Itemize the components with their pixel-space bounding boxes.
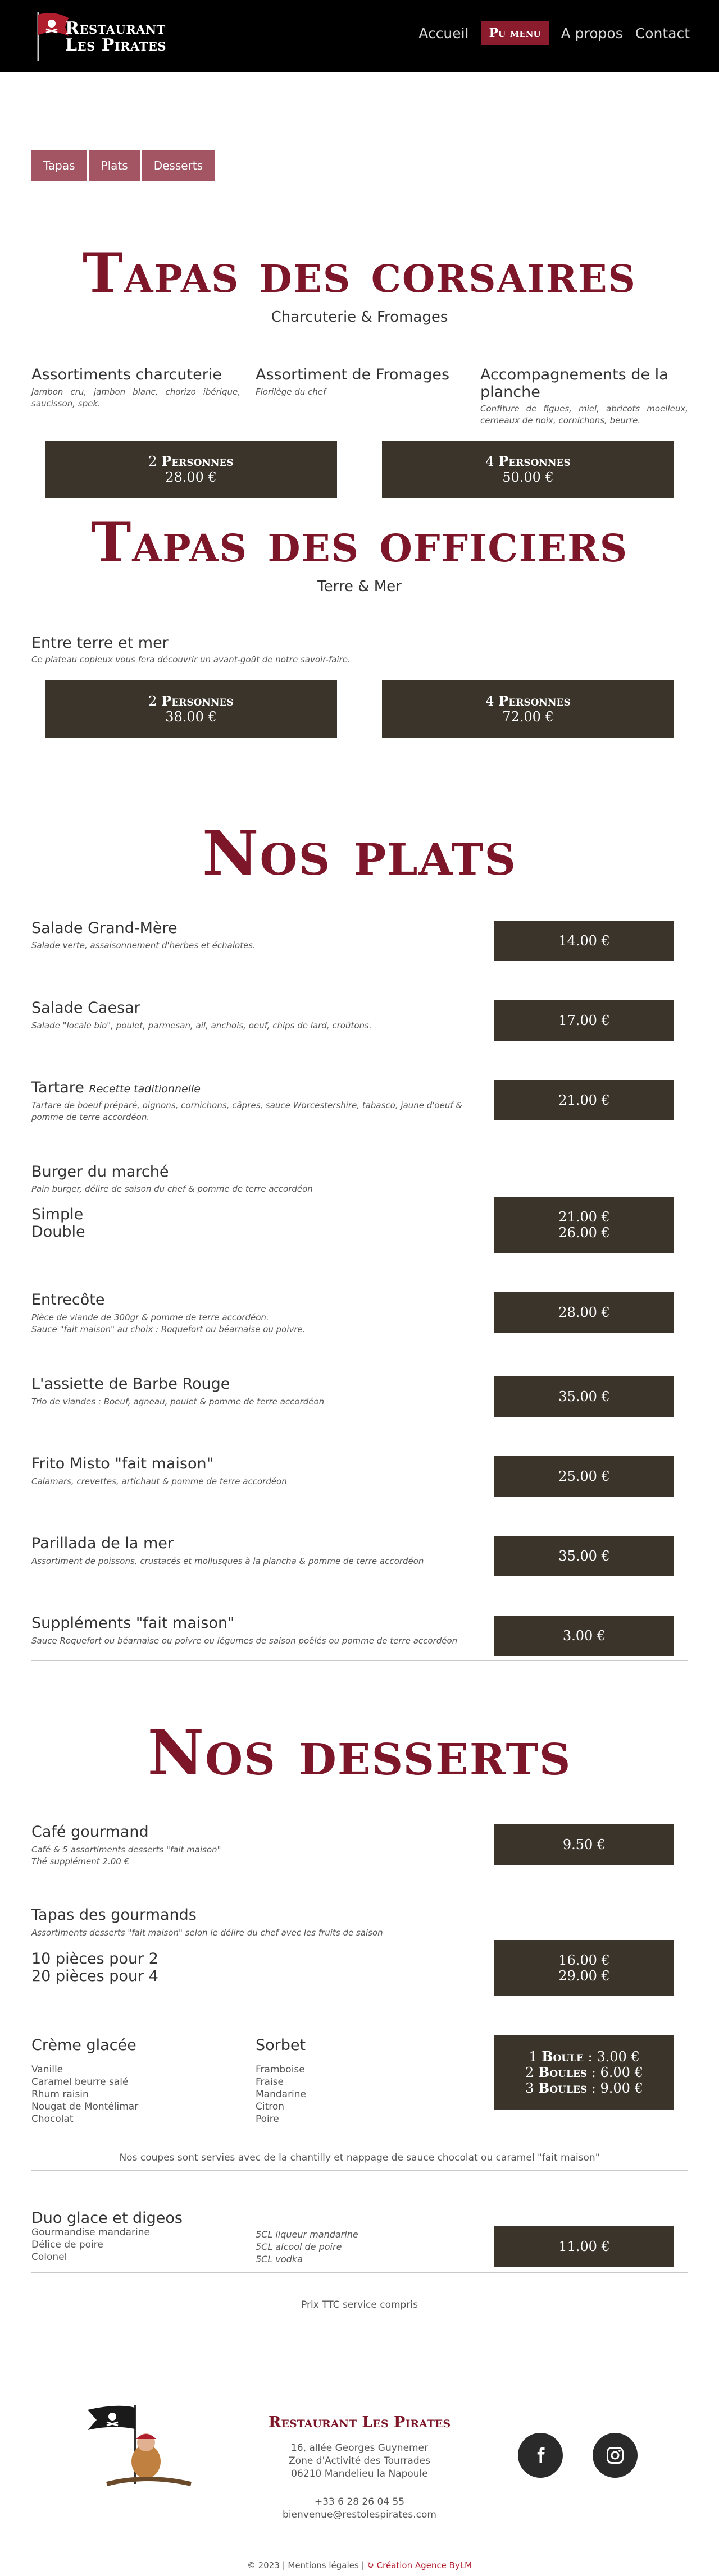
footer-address-line: 06210 Mandelieu la Napoule — [291, 2468, 428, 2479]
boule-num: 3 — [525, 2080, 534, 2096]
plat-tartare-price — [494, 1080, 674, 1120]
tab-desserts[interactable]: Desserts — [142, 150, 215, 181]
fromages-title: Assortiment de Fromages — [256, 366, 450, 383]
corsaires-num-4: 4 — [485, 454, 494, 469]
plat-barberouge-title: L'assiette de Barbe Rouge — [31, 1375, 230, 1393]
boule-num: 1 — [529, 2049, 538, 2065]
plat-grandmere-desc: Salade verte, assaisonnement d'herbes et échalotes. — [31, 940, 256, 950]
glace-flavor: Vanille — [31, 2064, 63, 2075]
charcuterie-title: Assortiments charcuterie — [31, 366, 222, 383]
plat-fritomisto-amount: 25.00 € — [558, 1468, 610, 1484]
officiers-amount-2: 38.00 € — [165, 709, 217, 725]
nav-contact[interactable]: Contact — [635, 25, 690, 42]
nav-links — [418, 21, 690, 45]
boule-price: : 3.00 € — [588, 2049, 640, 2065]
footer-phone[interactable]: +33 6 28 26 04 55 — [314, 2496, 405, 2508]
plat-burger-title: Burger du marché — [31, 1163, 169, 1181]
plat-grandmere-amount: 14.00 € — [558, 933, 610, 949]
footer-contact — [213, 2496, 506, 2522]
duo-item: Délice de poire — [31, 2239, 103, 2250]
plat-caesar-amount: 17.00 € — [558, 1013, 610, 1028]
plat-grandmere-title: Salade Grand-Mère — [31, 919, 178, 937]
dessert-tapas-desc: Assortiments desserts "fait maison" selon le délire du chef avec les fruits de saison — [31, 1928, 383, 1938]
officiers-num-2: 2 — [148, 693, 157, 709]
plat-parillada-desc: Assortiment de poissons, crustacés et mollusques à la plancha & pomme de terre accordéon — [31, 1556, 424, 1566]
plat-burger-double: Double — [31, 1223, 85, 1241]
plat-burger-price — [494, 1197, 674, 1253]
dessert-cafe-desc — [31, 1844, 481, 1868]
plat-tartare-desc: Tartare de boeuf préparé, oignons, cornichons, câpres, sauce Worcestershire, tabasco, jaune d'oeuf & pomme de terre accordéon. — [31, 1100, 463, 1122]
glace-flavor: Caramel beurre salé — [31, 2076, 129, 2088]
logo-text — [65, 20, 166, 54]
plat-entrecote-amount: 28.00 € — [558, 1305, 610, 1320]
glace-price — [494, 2035, 674, 2110]
footer-email[interactable]: bienvenue@restolespirates.com — [283, 2509, 436, 2520]
plat-barberouge-amount: 35.00 € — [558, 1389, 610, 1404]
plat-barberouge-desc: Trio de viandes : Boeuf, agneau, poulet & pomme de terre accordéon — [31, 1397, 325, 1407]
charcuterie-desc: Jambon cru, jambon blanc, chorizo ibérique, saucisson, spek. — [31, 387, 240, 409]
pirate-mascot-icon — [84, 2400, 197, 2495]
terre-mer-title: Entre terre et mer — [31, 634, 169, 652]
logo-line2: Les Pirates — [65, 35, 166, 55]
copyright — [0, 2560, 719, 2570]
menu-tabs — [31, 150, 215, 181]
duo-price — [494, 2226, 674, 2267]
plat-caesar-price — [494, 1000, 674, 1041]
plat-burger-desc: Pain burger, délire de saison du chef & pomme de terre accordéon — [31, 1184, 313, 1194]
dessert-tapas-price — [494, 1940, 674, 1996]
plat-parillada-price — [494, 1536, 674, 1576]
plat-tartare-tag: Recette taditionnelle — [89, 1083, 201, 1095]
instagram-link[interactable] — [593, 2433, 638, 2478]
glace-flavors — [31, 2063, 138, 2125]
plat-parillada-amount: 35.00 € — [558, 1548, 610, 1564]
dessert-tapas-options — [31, 1950, 158, 1985]
duo-title: Duo glace et digeos — [31, 2209, 183, 2227]
officiers-price-2 — [45, 680, 337, 738]
plat-fritomisto-title: Frito Misto "fait maison" — [31, 1455, 214, 1472]
footer-address-line: 16, allée Georges Guynemer — [290, 2442, 429, 2454]
dessert-cafe-amount: 9.50 € — [562, 1837, 606, 1852]
glace-title: Crème glacée — [31, 2037, 136, 2054]
corsaires-subtitle: Charcuterie & Fromages — [271, 309, 448, 326]
dessert-tapas-amount2: 29.00 € — [558, 1968, 610, 1984]
plat-entrecote-desc1: Pièce de viande de 300gr & pomme de terre accordéon. — [31, 1312, 269, 1323]
plat-entrecote-desc — [31, 1312, 481, 1335]
dessert-cafe-title: Café gourmand — [31, 1823, 149, 1841]
corsaires-price-2 — [45, 441, 337, 498]
nav-accueil[interactable]: Accueil — [418, 25, 469, 42]
tab-tapas[interactable]: Tapas — [31, 150, 87, 181]
boule-price: : 6.00 € — [591, 2065, 643, 2080]
fromages-desc: Florilège du chef — [256, 387, 326, 397]
dessert-tapas-amount1: 16.00 € — [558, 1952, 610, 1968]
divider — [31, 1660, 688, 1661]
dessert-cafe-desc2: Thé supplément 2.00 € — [31, 1856, 130, 1866]
ttc-note: Prix TTC service compris — [301, 2299, 418, 2310]
plat-entrecote-desc2: Sauce "fait maison" au choix : Roquefort ou béarnaise ou poivre. — [31, 1324, 306, 1334]
plat-barberouge-price — [494, 1376, 674, 1417]
officiers-subtitle: Terre & Mer — [317, 578, 402, 595]
dessert-cafe-desc1: Café & 5 assortiments desserts "fait maison" — [31, 1845, 221, 1855]
facebook-link[interactable] — [518, 2433, 563, 2478]
glace-flavor: Nougat de Montélimar — [31, 2101, 139, 2112]
divider — [31, 2170, 688, 2171]
boule-price: : 9.00 € — [591, 2080, 643, 2096]
navbar — [0, 0, 719, 72]
duo-digeo: 5CL vodka — [256, 2254, 303, 2264]
desserts-title: Nos desserts — [147, 1717, 572, 1789]
corsaires-amount-2: 28.00 € — [165, 469, 217, 485]
plats-title: Nos plats — [202, 817, 517, 889]
corsaires-price-4 — [382, 441, 674, 498]
plat-burger-simple: Simple — [31, 1206, 84, 1223]
corsaires-num-2: 2 — [148, 454, 157, 469]
boule-num: 2 — [525, 2065, 534, 2080]
plat-supplements-price — [494, 1616, 674, 1656]
instagram-icon — [605, 2445, 625, 2465]
duo-digeo: 5CL alcool de poire — [256, 2241, 342, 2252]
plat-fritomisto-desc: Calamars, crevettes, artichaut & pomme de terre accordéon — [31, 1476, 287, 1486]
plat-supplements-title: Suppléments "fait maison" — [31, 1614, 235, 1632]
tab-plats[interactable]: Plats — [89, 150, 140, 181]
plat-caesar-title: Salade Caesar — [31, 999, 140, 1017]
duo-amount: 11.00 € — [558, 2239, 610, 2254]
plat-caesar-desc: Salade "locale bio", poulet, parmesan, ail, anchois, oeuf, chips de lard, croûtons. — [31, 1021, 372, 1031]
logo-line1: Restaurant — [65, 19, 166, 38]
duo-item: Colonel — [31, 2252, 67, 2263]
boule-word: Boule — [541, 2048, 584, 2065]
officiers-num-4: 4 — [485, 693, 494, 709]
sorbet-flavor: Citron — [256, 2101, 285, 2112]
corsaires-label-2: Personnes — [161, 453, 234, 469]
boule-word: Boules — [538, 2080, 588, 2096]
plat-tartare-amount: 21.00 € — [558, 1092, 610, 1108]
glace-note: Nos coupes sont servies avec de la chantilly et nappage de sauce chocolat ou caramel "fait maison" — [119, 2152, 600, 2163]
divider — [31, 2272, 688, 2273]
glace-flavor: Rhum raisin — [31, 2089, 89, 2100]
corsaires-title: Tapas des corsaires — [83, 241, 636, 305]
nav-apropos[interactable]: A propos — [561, 25, 623, 42]
plat-burger-amount-double: 26.00 € — [558, 1225, 610, 1241]
boule-word: Boules — [538, 2064, 588, 2080]
footer-restaurant-name: Restaurant Les Pirates — [268, 2414, 451, 2431]
sorbet-flavor: Fraise — [256, 2076, 284, 2088]
plat-grandmere-price — [494, 921, 674, 961]
sorbet-flavor: Framboise — [256, 2064, 305, 2075]
agency-link[interactable]: ↻ Création Agence ByLM — [367, 2560, 472, 2570]
officiers-label-4: Personnes — [498, 693, 571, 709]
facebook-icon — [530, 2445, 550, 2465]
sorbet-flavors — [256, 2063, 306, 2125]
officiers-title: Tapas des officiers — [90, 511, 629, 574]
accompagnements-title: Accompagnements de la planche — [480, 366, 668, 401]
officiers-price-4 — [382, 680, 674, 738]
sorbet-flavor: Mandarine — [256, 2089, 307, 2100]
duo-right — [256, 2229, 358, 2266]
footer-address — [213, 2442, 506, 2481]
site-logo[interactable] — [31, 8, 183, 64]
officiers-label-2: Personnes — [161, 693, 234, 709]
corsaires-amount-4: 50.00 € — [502, 469, 554, 485]
officiers-amount-4: 72.00 € — [502, 709, 554, 725]
accompagnements-desc: Confiture de figues, miel, abricots moelleux, cerneaux de noix, cornichons, beurre. — [480, 404, 688, 425]
sorbet-flavor: Poire — [256, 2113, 279, 2125]
plat-entrecote-title: Entrecôte — [31, 1291, 105, 1308]
copyright-text: © 2023 | Mentions légales | — [247, 2560, 365, 2570]
plat-fritomisto-price — [494, 1456, 674, 1497]
corsaires-label-4: Personnes — [498, 453, 571, 469]
plat-supplements-amount: 3.00 € — [562, 1628, 606, 1644]
plat-entrecote-price — [494, 1292, 674, 1333]
glace-flavor: Chocolat — [31, 2113, 74, 2125]
plat-supplements-desc: Sauce Roquefort ou béarnaise ou poivre ou légumes de saison poêlés ou pomme de terre accordéon — [31, 1636, 458, 1646]
sorbet-title: Sorbet — [256, 2037, 306, 2054]
agency-name: Création Agence ByLM — [376, 2560, 472, 2570]
dessert-tapas-opt1: 10 pièces pour 2 — [31, 1950, 158, 1968]
plat-tartare-title — [31, 1079, 201, 1096]
dessert-tapas-opt2: 20 pièces pour 4 — [31, 1968, 158, 1985]
duo-item: Gourmandise mandarine — [31, 2227, 150, 2238]
nav-menu[interactable]: Pu menu — [481, 21, 548, 45]
dessert-tapas-title: Tapas des gourmands — [31, 1906, 197, 1924]
plat-burger-amount-simple: 21.00 € — [558, 1209, 610, 1225]
plat-tartare-name: Tartare — [31, 1079, 84, 1096]
footer-address-line: Zone d'Activité des Tourrades — [289, 2455, 430, 2467]
plat-burger-options — [31, 1206, 85, 1241]
terre-mer-desc: Ce plateau copieux vous fera découvrir un avant-goût de notre savoir-faire. — [31, 655, 351, 665]
duo-digeo: 5CL liqueur mandarine — [256, 2229, 358, 2240]
duo-left — [31, 2226, 150, 2263]
plat-parillada-title: Parillada de la mer — [31, 1535, 174, 1552]
dessert-cafe-price — [494, 1824, 674, 1865]
